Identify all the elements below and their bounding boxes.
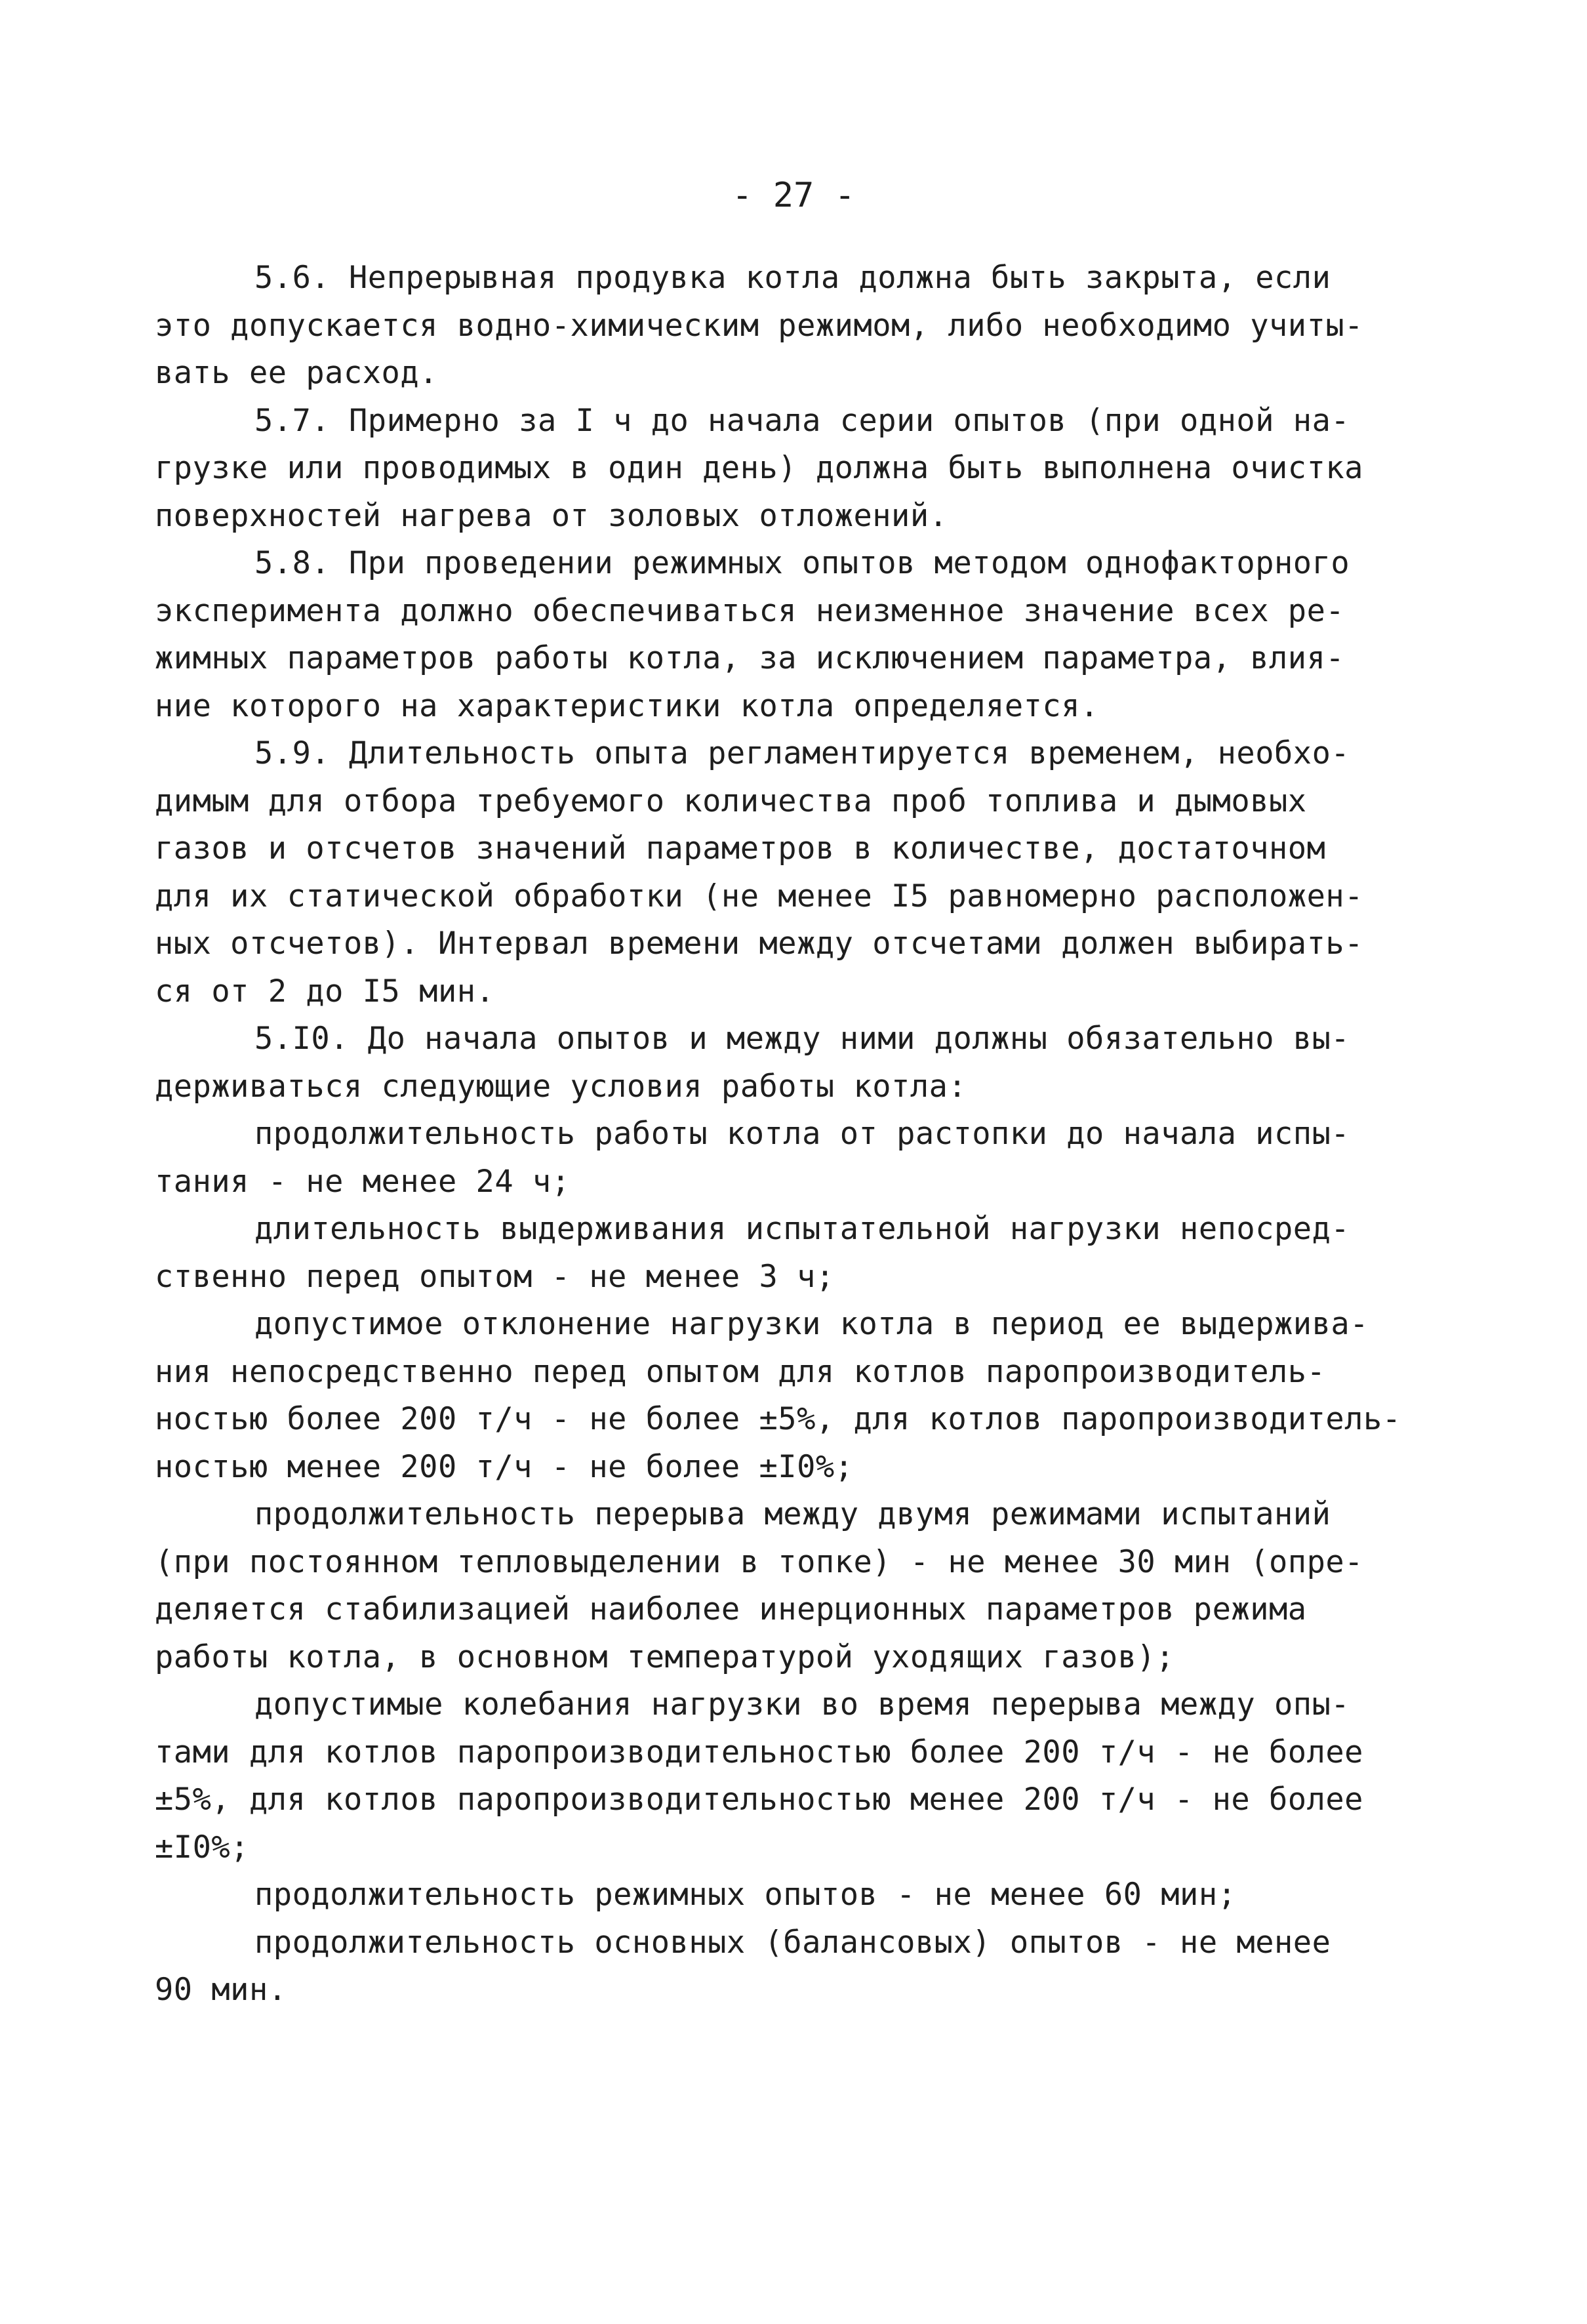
- text-line: 5.7. Примерно за I ч до начала серии опытов (при одной на-: [254, 402, 1350, 439]
- text-line: ностью более 200 т/ч - не более ±5%, для котлов паропроизводитель-: [155, 1401, 1401, 1437]
- condition-load-deviation: [155, 1301, 1447, 1491]
- document-body: [155, 255, 1447, 2014]
- text-line: это допускается водно-химическим режимом, либо необходимо учиты-: [155, 307, 1363, 344]
- text-line: (при постоянном тепловыделении в топке) - не менее 30 мин (опре-: [155, 1543, 1363, 1580]
- text-line: эксперимента должно обеспечиваться неизменное значение всех ре-: [155, 592, 1345, 629]
- text-line: ние которого на характеристики котла определяется.: [155, 687, 1099, 724]
- text-line: тания - не менее 24 ч;: [155, 1163, 571, 1200]
- text-line: поверхностей нагрева от золовых отложений.: [155, 497, 948, 534]
- text-line: ния непосредственно перед опытом для котлов паропроизводитель-: [155, 1353, 1326, 1390]
- text-line: ностью менее 200 т/ч - не более ±I0%;: [155, 1448, 854, 1485]
- condition-operation-duration: [155, 1111, 1447, 1206]
- text-line: допустимое отклонение нагрузки котла в период ее выдержива-: [254, 1306, 1369, 1342]
- text-line: работы котла, в основном температурой уходящих газов);: [155, 1639, 1175, 1675]
- paragraph-5-6: [155, 255, 1447, 398]
- text-line: жимных параметров работы котла, за исключением параметра, влия-: [155, 640, 1345, 676]
- text-line: продолжительность работы котла от растопки до начала испы-: [254, 1116, 1350, 1152]
- text-line: длительность выдерживания испытательной нагрузки непосред-: [254, 1211, 1350, 1247]
- text-line: грузке или проводимых в один день) должна быть выполнена очистка: [155, 450, 1363, 486]
- text-line: 5.I0. До начала опытов и между ними должны обязательно вы-: [254, 1021, 1350, 1057]
- condition-load-holding: [155, 1206, 1447, 1301]
- paragraph-5-7: [155, 398, 1447, 540]
- page-number: - 27 -: [732, 176, 855, 215]
- text-line: для их статической обработки (не менее I5 равномерно расположен-: [155, 878, 1363, 914]
- condition-balance-test-duration: [155, 1919, 1447, 2014]
- text-line: продолжительность основных (балансовых) опытов - не менее: [254, 1924, 1331, 1961]
- text-line: газов и отсчетов значений параметров в количестве, достаточном: [155, 830, 1326, 866]
- condition-load-fluctuation: [155, 1681, 1447, 1871]
- paragraph-5-8: [155, 540, 1447, 730]
- text-line: держиваться следующие условия работы котла:: [155, 1068, 967, 1105]
- text-line: тами для котлов паропроизводительностью более 200 т/ч - не более: [155, 1734, 1363, 1770]
- text-line: ных отсчетов). Интервал времени между отсчетами должен выбирать-: [155, 926, 1363, 962]
- text-line: продолжительность перерыва между двумя режимами испытаний: [254, 1496, 1331, 1532]
- condition-break-duration: [155, 1491, 1447, 1681]
- text-line: ся от 2 до I5 мин.: [155, 973, 495, 1009]
- text-line: 90 мин.: [155, 1972, 287, 2008]
- paragraph-5-9: [155, 730, 1447, 1015]
- text-line: ±I0%;: [155, 1829, 249, 1865]
- condition-mode-test-duration: [155, 1871, 1447, 1919]
- text-line: димым для отбора требуемого количества проб топлива и дымовых: [155, 783, 1307, 819]
- text-line: 5.6. Непрерывная продувка котла должна быть закрыта, если: [254, 260, 1331, 296]
- text-line: допустимые колебания нагрузки во время перерыва между опы-: [254, 1686, 1350, 1723]
- text-line: продолжительность режимных опытов - не менее 60 мин;: [254, 1877, 1237, 1913]
- paragraph-5-10: [155, 1015, 1447, 1111]
- text-line: ственно перед опытом - не менее 3 ч;: [155, 1258, 835, 1295]
- text-line: вать ее расход.: [155, 355, 438, 391]
- text-line: деляется стабилизацией наиболее инерционных параметров режима: [155, 1591, 1307, 1627]
- text-line: ±5%, для котлов паропроизводительностью менее 200 т/ч - не более: [155, 1782, 1363, 1818]
- text-line: 5.9. Длительность опыта регламентируется временем, необхо-: [254, 735, 1350, 771]
- text-line: 5.8. При проведении режимных опытов методом однофакторного: [254, 545, 1350, 581]
